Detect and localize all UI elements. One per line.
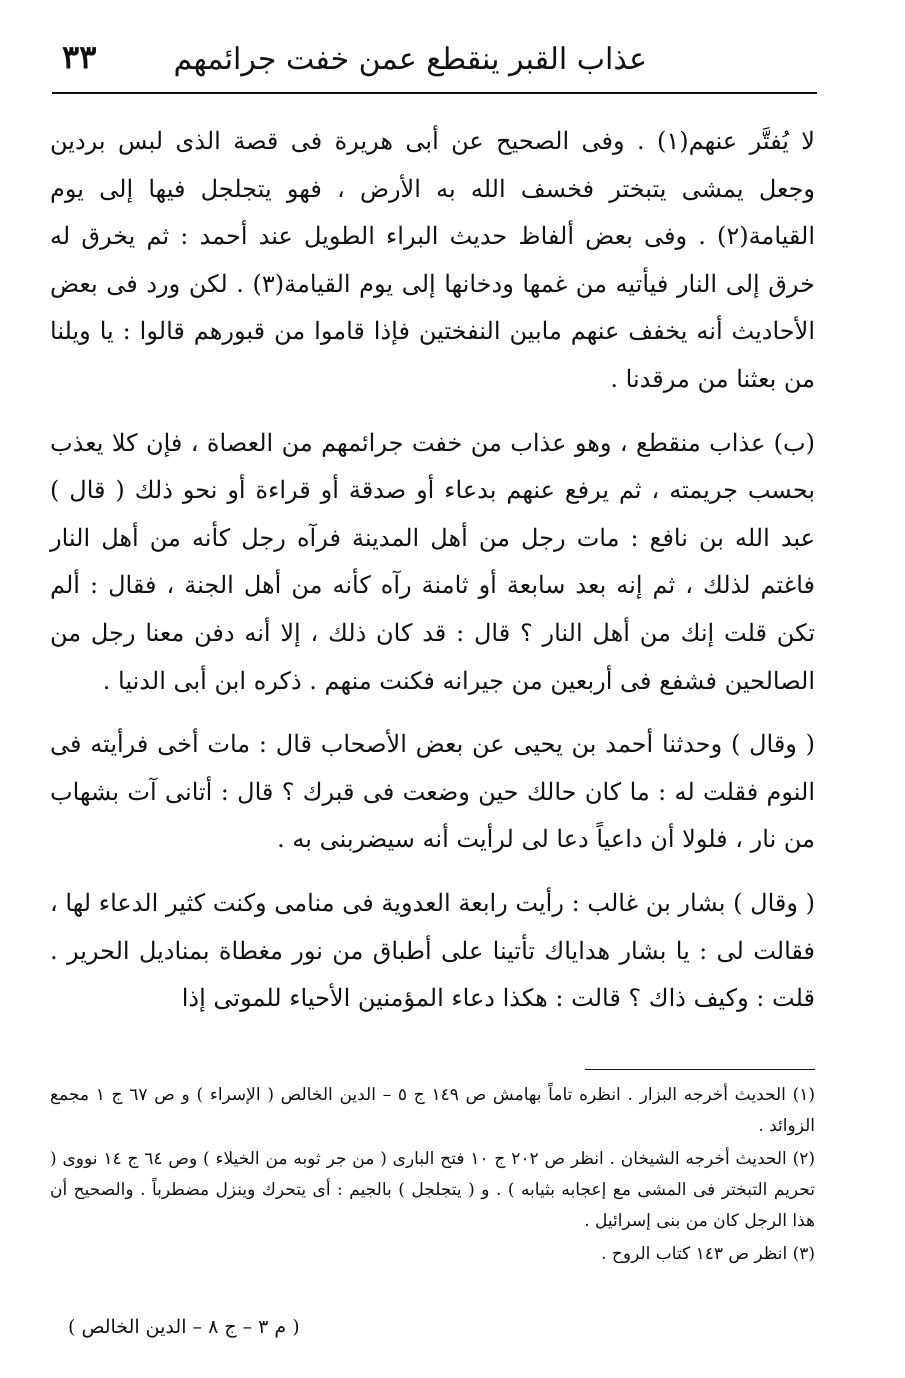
footnote-1: (١) الحديث أخرجه البزار . انظره تاماً بهامش ص ١٤٩ ج ٥ – الدين الخالص ( الإسراء ) و ص ٦٧ ج ١ مجمع الزوائد . [50,1085,816,1136]
footnotes [50,1080,815,1272]
footnote-2: (٢) الحديث أخرجه الشيخان . انظر ص ٢٠٢ ج ١٠ فتح البارى ( من جر ثوبه من الخيلاء ) وص ٦٤ ج ١٤ نووى ( تحريم التبختر فى المشى مع إعجابه بثيابه ) . و ( يتجلجل ) بالجيم : أى يتحرك وينزل مضطرباً . والصحيح أن هذا الرجل كان من بنى إسرائيل . [50,1149,816,1231]
footnote-separator [585,1069,815,1070]
paragraph-3: ( وقال ) وحدثنا أحمد بن يحيى عن بعض الأصحاب قال : مات أخى فرأيته فى النوم فقلت له : ما كان حالك حين وضعت فى قبرك ؟ قال : أتانى آت بشهاب من نار ، فلولا أن داعياً دعا لى لرأيت أنه سيضربنى به . [50,730,815,854]
main-text [50,118,815,1023]
running-header [52,36,817,94]
paragraph-4: ( وقال ) بشار بن غالب : رأيت رابعة العدوية فى منامى وكنت كثير الدعاء لها ، فقالت لى : يا بشار هداياك تأتينا على أطباق من نور مغطاة بمناديل الحرير . قلت : وكيف ذاك ؟ قالت : هكذا دعاء المؤمنين الأحياء للموتى إذا [50,888,815,1013]
paragraph-1: لا يُفتَّر عنهم(١) . وفى الصحيح عن أبى هريرة فى قصة الذى لبس بردين وجعل يمشى يتبختر فخسف الله به الأرض ، فهو يتجلجل فيها إلى يوم القيامة(٢) . وفى بعض ألفاظ حديث البراء الطويل عند أحمد : ثم يخرق له خرق إلى النار فيأتيه من غمها ودخانها إلى يوم القيامة(٣) . لكن ورد فى بعض الأحاديث أنه يخفف عنهم مابين النفختين فإذا قاموا من قبورهم قالوا : يا ويلنا من بعثنا من مرقدنا . [50,127,815,393]
header-title: عذاب القبر ينقطع عمن خفت جرائمهم [173,42,647,77]
page-number: ٣٣ [62,38,97,76]
footnote-3: (٣) انظر ص ١٤٣ كتاب الروح . [601,1244,815,1264]
printer-signature: ( م ٣ – ج ٨ – الدين الخالص ) [68,1316,300,1338]
paragraph-2: (ب) عذاب منقطع ، وهو عذاب من خفت جرائمهم من العصاة ، فإن كلا يعذب بحسب جريمته ، ثم يرفع عنهم بدعاء أو صدقة أو قراءة أو نحو ذلك ( قال ) عبد الله بن نافع : مات رجل من أهل المدينة فرآه رجل كأنه من أهل النار فاغتم لذلك ، ثم إنه بعد سابعة أو ثامنة رآه كأنه من أهل الجنة ، فقال : ألم تكن قلت إنك من أهل النار ؟ قال : قد كان ذلك ، إلا أنه دفن معنا رجل من الصالحين فشفع فى أربعين من جيرانه فكنت منهم . ذكره ابن أبى الدنيا . [50,428,816,695]
